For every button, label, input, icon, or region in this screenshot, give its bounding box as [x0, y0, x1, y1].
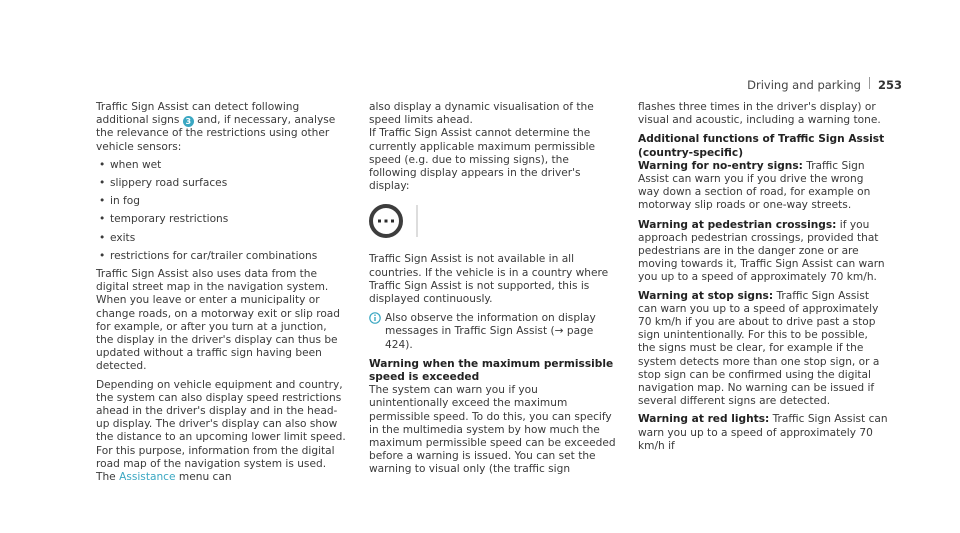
- column-1: [96, 101, 346, 489]
- callout-3-icon: 3: [183, 116, 194, 127]
- availability-paragraph: Traffic Sign Assist is not available in all countries. If the vehicle is in a country where Traffic Sign Assist is not supported, this is displayed continuously.: [369, 253, 609, 306]
- column-3: [638, 101, 888, 458]
- list-item: • exits: [96, 232, 346, 245]
- stop-sign-paragraph: Warning at stop signs: Traffic Sign Assist can warn you up to a speed of approximately 70 km/h if you are about to drive past a stop sign unintentionally. For this to be possible, the signs must be clear, for example if the system detects more than one stop sign, or a stop sign can be confirmed using the digital navigation map. No warning can be issued if several different signs are detected.: [638, 289, 880, 408]
- speed-warning-paragraph: The system can warn you if you unintentionally exceed the maximum permissible speed. To do this, you can specify in the multimedia system by how much the maximum permissible speed can be exceeded before a warning is issued. You can set the warning to visual only (the traffic sign: [369, 384, 616, 476]
- page-header: [747, 77, 902, 92]
- unknown-speed-sign: [369, 201, 421, 241]
- warning-type-paragraph: flashes three times in the driver's display) or visual and acoustic, including a warning tone.: [638, 101, 881, 127]
- page-reference[interactable]: page 424).: [385, 325, 594, 351]
- header-divider: [869, 77, 870, 89]
- list-item: • when wet: [96, 159, 346, 172]
- intro-paragraph: Traffic Sign Assist can detect following additional signs 3 and, if necessary, analyse the relevance of the restrictions using other vehicle sensors:: [96, 101, 336, 153]
- section-heading: Additional functions of Traffic Sign Assist (country-specific): [638, 133, 885, 159]
- no-speed-paragraph: If Traffic Sign Assist cannot determine the currently applicable maximum permissible speed (e.g. due to missing signs), the following display appears in the driver's display:: [369, 127, 596, 193]
- info-icon: [369, 312, 381, 328]
- unknown-speed-sign-icon: [369, 201, 421, 241]
- section-heading: Warning when the maximum permissible speed is exceeded: [369, 357, 614, 384]
- list-item: • temporary restrictions: [96, 213, 346, 226]
- column-2: [369, 101, 619, 482]
- list-item: • in fog: [96, 195, 346, 208]
- assistance-menu-link[interactable]: Assistance: [119, 471, 176, 484]
- list-item: • slippery road surfaces: [96, 177, 346, 190]
- page-ref-arrow-icon: →: [554, 325, 564, 338]
- pedestrian-crossing-paragraph: Warning at pedestrian crossings: if you approach pedestrian crossings, provided that pedestrians are in the danger zone or are moving towards it, Traffic Sign Assist can warn you up to a speed of approximately 70 km/h.: [638, 218, 885, 284]
- section-title: Driving and parking: [747, 78, 861, 92]
- page-number: 253: [877, 78, 902, 92]
- digital-map-paragraph: Traffic Sign Assist also uses data from the digital street map in the navigation system. When you leave or enter a municipality or change roads, on a motorway exit or slip road for example, or after you turn at a junction, the display in the driver's display can thus be updated without a traffic sign having been detected.: [96, 268, 341, 373]
- dynamic-visualisation-paragraph: also display a dynamic visualisation of the speed limits ahead.: [369, 101, 594, 127]
- info-note: Also observe the information on display messages in Traffic Sign Assist (→ page 424).: [369, 312, 619, 352]
- list-item: • restrictions for car/trailer combinations: [96, 250, 346, 263]
- sensor-conditions-list: [96, 159, 346, 263]
- equipment-paragraph: Depending on vehicle equipment and country, the system can also display speed restrictions ahead in the driver's display and in the head-up display. The driver's display can also show the distance to an upcoming lower limit speed. For this purpose, information from the digital road map of the navigation system is used. The Assistance menu can: [96, 378, 346, 484]
- no-entry-paragraph: Warning for no-entry signs: Traffic Sign Assist can warn you if you drive the wrong way down a section of road, for example on motorway slip roads or one-way streets.: [638, 159, 871, 212]
- red-light-paragraph: Warning at red lights: Traffic Sign Assist can warn you up to a speed of approximately 70 km/h if: [638, 413, 888, 452]
